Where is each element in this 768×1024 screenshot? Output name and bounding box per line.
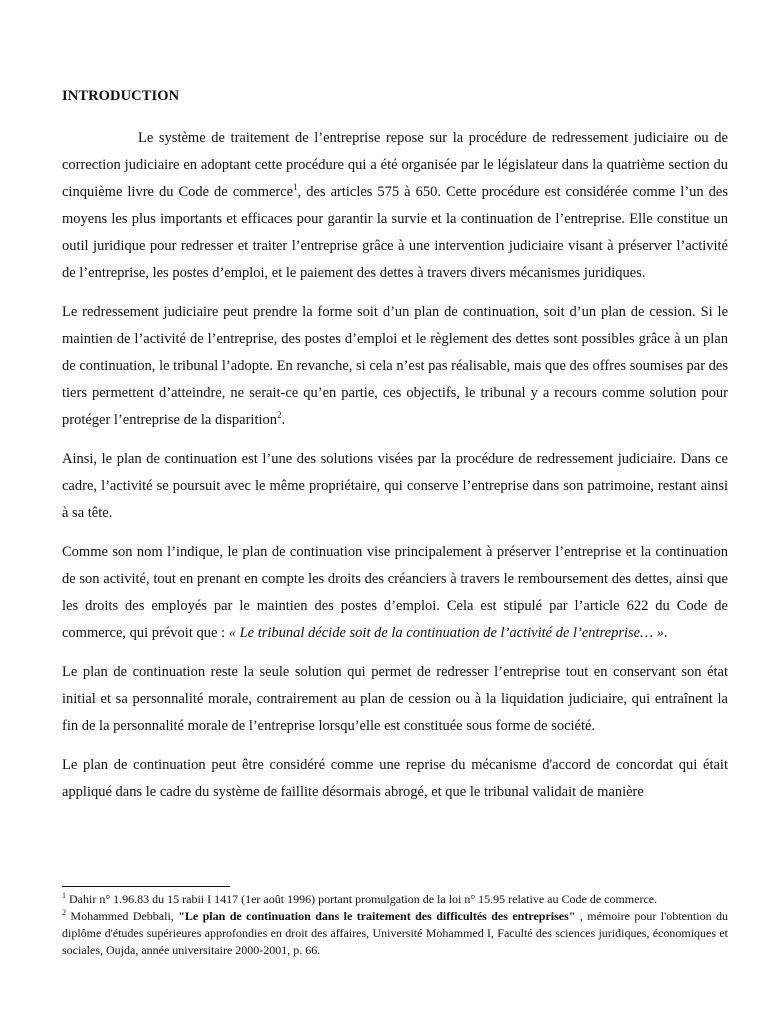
footnote-ref-2: 2: [277, 410, 282, 421]
section-heading: INTRODUCTION: [62, 88, 180, 104]
paragraph-5: Le plan de continuation reste la seule solution qui permet de redresser l’entreprise tout en conservant son état initial et sa personnalité morale, contrairement au plan de cession ou à la liquidation judiciaire, qui entraînent la fin de la personnalité morale de l’entreprise lorsqu’elle est constituée sous forme de société.: [62, 664, 728, 734]
paragraph-4: [62, 539, 728, 647]
paragraph-2: [62, 299, 728, 434]
paragraph-2-text-b: .: [281, 412, 286, 428]
footnote-2-text-b: , mémoire pour l'obtention du diplôme d'études supérieures approfondies en droit des affaires, Université Mohammed I, Faculté des sciences juridiques, économiques et sociales, Oujda, année universitaire 2000-2001, p. 66.: [62, 909, 728, 957]
footnote-1-number: 1: [62, 891, 66, 900]
paragraph-6: Le plan de continuation peut être considéré comme une reprise du mécanisme d'accord de concordat qui était appliqué dans le cadre du système de faillite désormais abrogé, et que le tribunal validait de manière: [62, 757, 728, 800]
footnote-2: [62, 908, 728, 959]
paragraph-1: [62, 125, 728, 287]
paragraph-3: Ainsi, le plan de continuation est l’une des solutions visées par la procédure de redressement judiciaire. Dans ce cadre, l’activité se poursuit avec le même propriétaire, qui conserve l’entreprise dans son patrimoine, restant ainsi à sa tête.: [62, 451, 728, 521]
footnote-ref-1: 1: [293, 182, 298, 193]
paragraph-4-text-b: .: [663, 625, 668, 641]
footnotes: [62, 891, 728, 959]
paragraph-1-text-b: , des articles 575 à 650. Cette procédure est considérée comme l’un des moyens les plus importants et efficaces pour garantir la survie et la continuation de l’entreprise. Elle constitue un outil juridique pour redresser et traiter l’entreprise grâce à une intervention judiciaire visant à préserver l’activité de l’entreprise, les postes d’emploi, et le paiement des dettes à travers divers mécanismes juridiques.: [62, 184, 728, 281]
body-text: [62, 125, 728, 806]
article-quote: « Le tribunal décide soit de la continuation de l’activité de l’entreprise… »: [228, 625, 664, 641]
footnote-2-text-a: Mohammed Debbali,: [66, 909, 179, 923]
footnote-1: [62, 891, 728, 908]
footnote-separator: [62, 886, 230, 887]
paragraph-4-text-a: Comme son nom l’indique, le plan de continuation vise principalement à préserver l’entreprise et la continuation de son activité, tout en prenant en compte les droits des créanciers à travers le remboursement des dettes, ainsi que les droits des employés par le maintien des postes d’emploi. Cela est stipulé par l’article 622 du Code de commerce, qui prévoit que :: [62, 544, 728, 641]
footnote-1-text: Dahir n° 1.96.83 du 15 rabii I 1417 (1er août 1996) portant promulgation de la loi n° 15.95 relative au Code de commerce.: [66, 892, 658, 906]
paragraph-2-text-a: Le redressement judiciaire peut prendre la forme soit d’un plan de continuation, soit d’un plan de cession. Si le maintien de l’activité de l’entreprise, des postes d’emploi et le règlement des dettes sont possibles grâce à un plan de continuation, le tribunal l’adopte. En revanche, si cela n’est pas réalisable, mais que des offres soumises par des tiers permettent d’atteindre, ne serait-ce qu’en partie, ces objectifs, le tribunal y a recours comme solution pour protéger l’entreprise de la disparition: [62, 304, 728, 428]
paragraph-1-text-a: Le système de traitement de l’entreprise repose sur la procédure de redressement judiciaire ou de correction judiciaire en adoptant cette procédure qui a été organisée par le législateur dans la quatrième section du cinquième livre du Code de commerce: [62, 130, 728, 200]
footnote-2-title: "Le plan de continuation dans le traitement des difficultés des entreprises": [178, 909, 576, 923]
footnote-2-number: 2: [62, 908, 66, 917]
